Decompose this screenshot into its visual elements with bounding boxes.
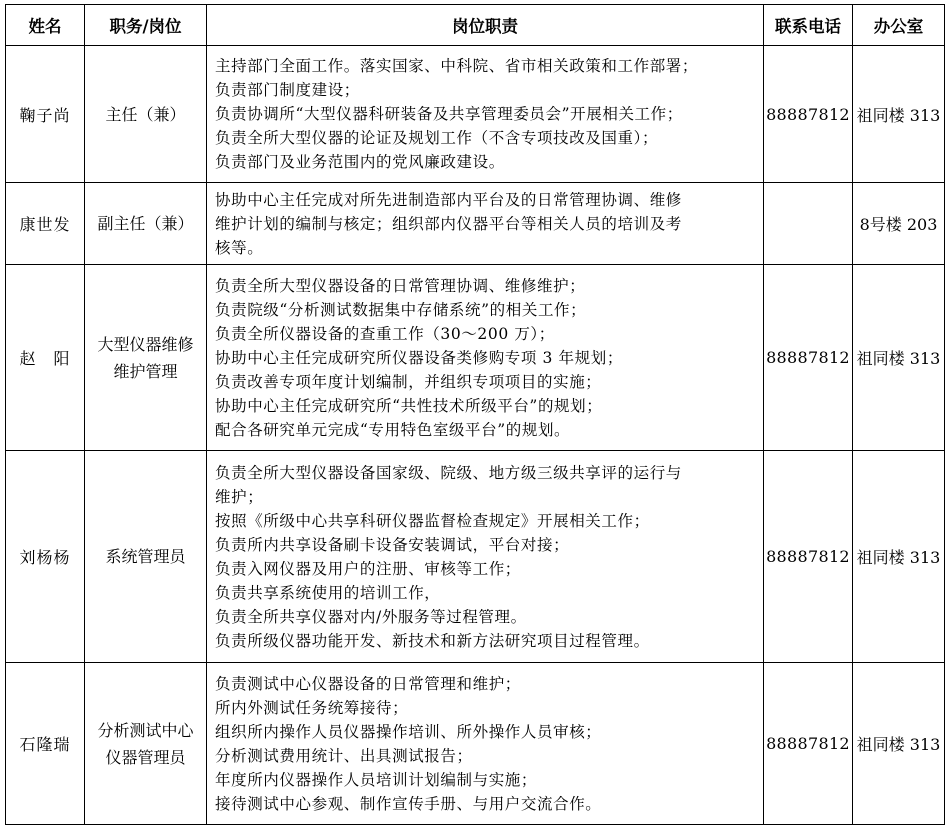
duty-line: 负责院级“分析测试数据集中存储系统”的相关工作； <box>215 300 587 319</box>
duty-line: 核等。 <box>215 238 264 257</box>
duties-cell <box>207 663 764 825</box>
table-row <box>6 183 945 265</box>
duties-cell <box>207 46 764 183</box>
duty-line: 负责全所大型仪器设备国家级、院级、地方级三级共享评的运行与 <box>215 463 682 482</box>
staff-duties-table <box>5 4 945 825</box>
table-row <box>6 265 945 451</box>
duty-line: 负责部门制度建设； <box>215 81 360 99</box>
duties-cell <box>207 265 764 451</box>
position-cell <box>85 663 207 825</box>
duty-line: 接待测试中心参观、制作宣传手册、与用户交流合作。 <box>215 794 602 813</box>
table-row <box>6 663 945 825</box>
office-location: 祖同楼 313 <box>853 265 945 451</box>
table-header-row <box>6 5 945 46</box>
duty-line: 负责协调所“大型仪器科研装备及共享管理委员会”开展相关工作； <box>215 105 683 123</box>
position-cell <box>85 183 207 265</box>
person-name: 石隆瑞 <box>6 663 85 825</box>
phone-number: 88887812 <box>764 663 853 825</box>
duty-line: 组织所内操作人员仪器操作培训、所外操作人员审核； <box>215 722 602 741</box>
duty-line: 负责所内共享设备刷卡设备安装调试，平台对接； <box>215 535 570 554</box>
duty-line: 主持部门全面工作。落实国家、中科院、省市相关政策和工作部署； <box>215 57 699 75</box>
duty-line: 负责全所大型仪器的论证及规划工作（不含专项技改及国重）； <box>215 129 659 147</box>
duty-line: 所内外测试任务统筹接待； <box>215 698 409 717</box>
position-line: 分析测试中心 <box>97 720 194 740</box>
office-location: 祖同楼 313 <box>853 451 945 663</box>
duty-line: 负责部门及业务范围内的党风廉政建设。 <box>215 153 505 171</box>
duty-line: 负责入网仪器及用户的注册、审核等工作； <box>215 559 521 578</box>
office-location: 祖同楼 313 <box>853 663 945 825</box>
duty-line: 协助中心主任完成对所先进制造部内平台及的日常管理协调、维修 <box>215 190 682 209</box>
header-office: 办公室 <box>853 5 945 46</box>
position-line: 大型仪器维修 <box>97 334 194 354</box>
duty-line: 负责全所仪器设备的查重工作（30～200 万）； <box>215 324 555 343</box>
duty-line: 维护计划的编制与核定；组织部内仪器平台等相关人员的培训及考 <box>215 214 682 233</box>
header-duties: 岗位职责 <box>207 5 764 46</box>
duty-line: 负责共享系统使用的培训工作， <box>215 583 441 602</box>
position-line: 仪器管理员 <box>105 747 186 767</box>
duty-line: 负责全所共享仪器对内/外服务等过程管理。 <box>215 607 527 626</box>
person-name: 赵 阳 <box>6 265 85 451</box>
position-cell <box>85 46 207 183</box>
duty-line: 负责全所大型仪器设备的日常管理协调、维修维护； <box>215 276 586 295</box>
table-row <box>6 451 945 663</box>
office-location: 8号楼 203 <box>853 183 945 265</box>
person-name: 康世发 <box>6 183 85 265</box>
duty-line: 负责测试中心仪器设备的日常管理和维护； <box>215 674 521 693</box>
person-name: 鞠子尚 <box>6 46 85 183</box>
position-line: 维护管理 <box>113 361 178 381</box>
duty-line: 维护； <box>215 487 264 506</box>
table-row <box>6 46 945 183</box>
position-line: 副主任（兼） <box>97 214 194 233</box>
duty-line: 按照《所级中心共享科研仪器监督检查规定》开展相关工作； <box>215 511 650 530</box>
position-cell <box>85 451 207 663</box>
header-phone: 联系电话 <box>764 5 853 46</box>
header-position: 职务/岗位 <box>85 5 207 46</box>
duty-line: 配合各研究单元完成“专用特色室级平台”的规划。 <box>215 420 571 439</box>
duty-line: 协助中心主任完成研究所“共性技术所级平台”的规划； <box>215 396 603 415</box>
duties-cell <box>207 183 764 265</box>
position-cell <box>85 265 207 451</box>
phone-number: 88887812 <box>764 451 853 663</box>
phone-number <box>764 183 853 265</box>
duty-line: 年度所内仪器操作人员培训计划编制与实施； <box>215 770 538 789</box>
position-line: 主任（兼） <box>105 104 186 124</box>
position-line: 系统管理员 <box>105 547 186 566</box>
duties-cell <box>207 451 764 663</box>
duty-line: 协助中心主任完成研究所仪器设备类修购专项 3 年规划； <box>215 348 623 367</box>
header-name: 姓名 <box>6 5 85 46</box>
person-name: 刘杨杨 <box>6 451 85 663</box>
phone-number: 88887812 <box>764 265 853 451</box>
duty-line: 分析测试费用统计、出具测试报告； <box>215 746 473 765</box>
phone-number: 88887812 <box>764 46 853 183</box>
duty-line: 负责所级仪器功能开发、新技术和新方法研究项目过程管理。 <box>215 631 650 650</box>
office-location: 祖同楼 313 <box>853 46 945 183</box>
duty-line: 负责改善专项年度计划编制，并组织专项项目的实施； <box>215 372 602 391</box>
